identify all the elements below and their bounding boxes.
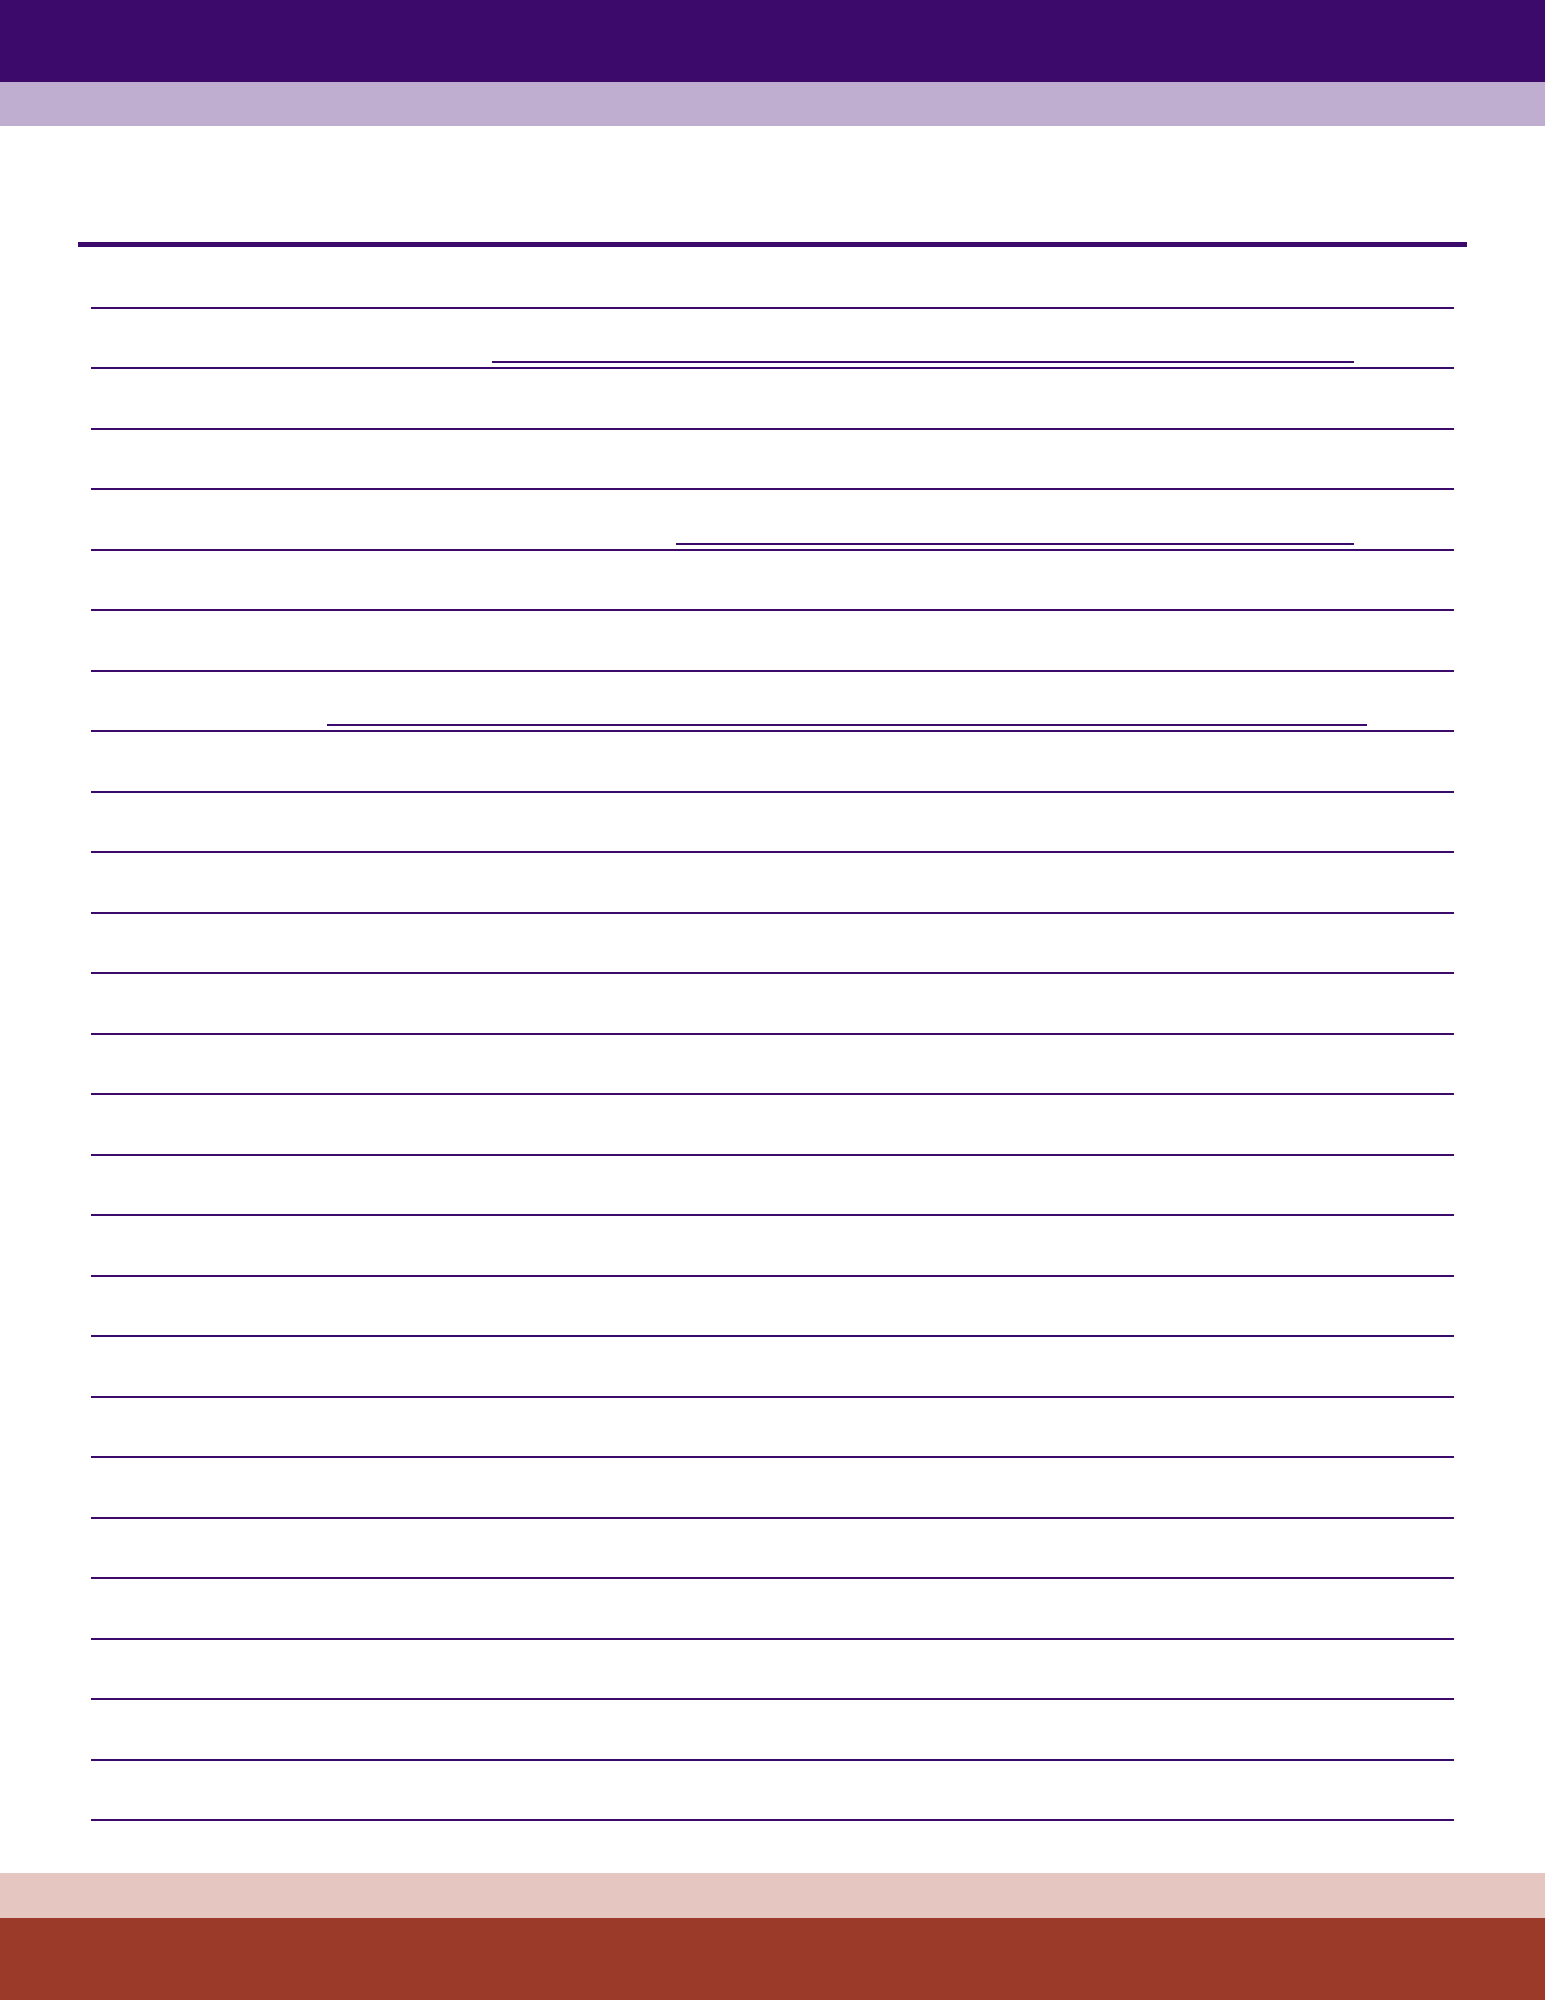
writing-line	[91, 248, 1454, 309]
writing-line[interactable]	[91, 1519, 1454, 1580]
writing-line[interactable]	[91, 1458, 1454, 1519]
writing-line	[91, 551, 1454, 612]
fill-in-blank[interactable]	[492, 361, 1354, 363]
bottom-music-band	[0, 1873, 1545, 1918]
left-music-border	[0, 126, 60, 1873]
writing-line	[91, 369, 1454, 430]
writing-line[interactable]	[91, 1277, 1454, 1338]
top-music-band	[0, 82, 1545, 126]
writing-line	[91, 672, 1454, 733]
writing-line[interactable]	[91, 1398, 1454, 1459]
writing-line[interactable]	[91, 1700, 1454, 1761]
writing-line	[91, 611, 1454, 672]
writing-line[interactable]	[91, 1579, 1454, 1640]
writing-line	[91, 974, 1454, 1035]
writing-line	[91, 1035, 1454, 1096]
writing-line	[91, 430, 1454, 491]
writing-line	[91, 914, 1454, 975]
fill-in-blank[interactable]	[676, 543, 1354, 545]
right-music-border	[1485, 126, 1545, 1873]
top-header-bar	[0, 0, 1545, 82]
title-divider	[78, 242, 1467, 247]
bottom-footer-bar	[0, 1918, 1545, 2000]
writing-line[interactable]	[91, 1216, 1454, 1277]
writing-line	[91, 309, 1454, 370]
writing-line[interactable]	[91, 1640, 1454, 1701]
writing-line	[91, 793, 1454, 854]
writing-lines	[91, 248, 1454, 1821]
writing-line	[91, 490, 1454, 551]
writing-line[interactable]	[91, 1156, 1454, 1217]
writing-line[interactable]	[91, 1337, 1454, 1398]
writing-line[interactable]	[91, 1761, 1454, 1822]
writing-line[interactable]	[91, 1095, 1454, 1156]
fill-in-blank[interactable]	[327, 724, 1367, 726]
writing-line	[91, 853, 1454, 914]
page-title	[147, 156, 1397, 216]
writing-line[interactable]	[91, 732, 1454, 793]
